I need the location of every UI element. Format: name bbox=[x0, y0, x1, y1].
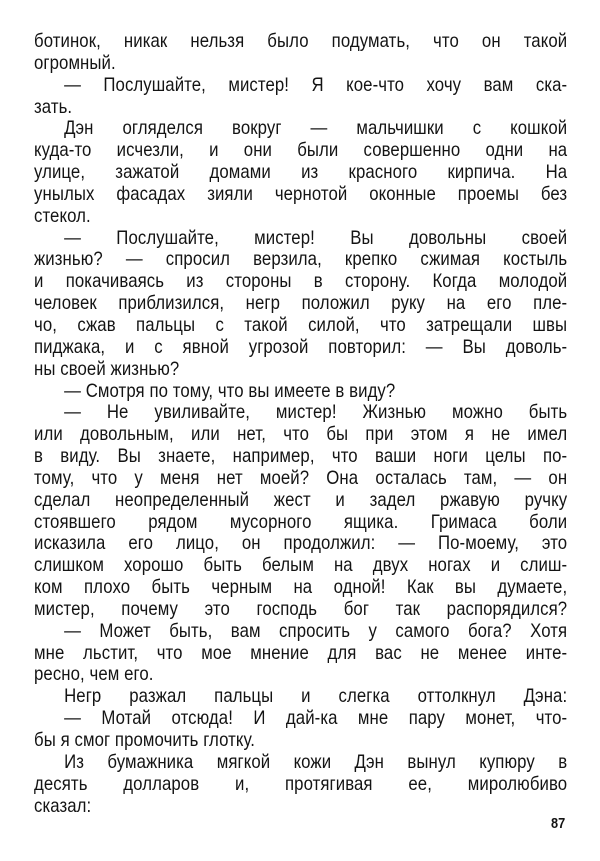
text-line: ком плохо быть черным на одной! Как вы думаете, bbox=[34, 576, 568, 599]
page-text-column bbox=[34, 31, 567, 817]
text-line: в виду. Вы знаете, например, что ваши ноги целы по- bbox=[34, 445, 568, 468]
text-line: человек приблизился, негр положил руку на его пле- bbox=[34, 292, 568, 315]
text-line: мистер, почему это господь бог так распорядился? bbox=[34, 597, 568, 620]
text-line: десять долларов и, протягивая ее, миролюбиво bbox=[34, 772, 568, 795]
text-line: стекол. bbox=[34, 204, 91, 227]
text-line: Из бумажника мягкой кожи Дэн вынул купюру в bbox=[64, 750, 568, 773]
text-line: мне льстит, что мое мнение для вас не менее инте- bbox=[34, 641, 568, 664]
text-line: — Послушайте, мистер! Вы довольны своей bbox=[64, 226, 568, 249]
text-line: тому, что у меня нет моей? Она осталась там, — он bbox=[34, 466, 568, 489]
text-line: унылых фасадах зияли чернотой оконные проемы без bbox=[34, 182, 568, 205]
text-line: стоявшего рядом мусорного ящика. Гримаса боли bbox=[34, 510, 568, 533]
text-line: исказила его лицо, он продолжил: — По-моему, это bbox=[34, 532, 568, 555]
text-line: — Смотря по тому, что вы имеете в виду? bbox=[64, 379, 396, 402]
text-line: зать. bbox=[34, 95, 73, 118]
text-line: пиджака, и с явной угрозой повторил: — Вы доволь- bbox=[34, 335, 568, 358]
text-line: жизнью? — спросил верзила, крепко сжимая костыль bbox=[34, 248, 568, 271]
text-line: чо, сжав пальцы с такой силой, что затрещали швы bbox=[34, 313, 568, 336]
text-line: или довольным, или нет, что бы при этом я не имел bbox=[34, 423, 568, 446]
text-line: бы я смог промочить глотку. bbox=[34, 729, 256, 751]
text-line: — Не увиливайте, мистер! Жизнью можно быть bbox=[64, 401, 568, 424]
text-line: — Может быть, вам спросить у самого бога? Хотя bbox=[64, 619, 568, 642]
text-line: и покачиваясь из стороны в сторону. Когда молодой bbox=[34, 270, 568, 293]
text-line: Дэн огляделся вокруг — мальчишки с кошкой bbox=[64, 117, 568, 140]
text-line: — Послушайте, мистер! Я кое-что хочу вам ска- bbox=[64, 73, 568, 96]
text-line: улице, зажатой домами из красного кирпича. На bbox=[34, 161, 568, 184]
text-line: куда-то исчезли, и они были совершенно одни на bbox=[34, 139, 568, 162]
text-line: ботинок, никак нельзя было подумать, что он такой bbox=[34, 30, 568, 52]
text-line: огромный. bbox=[34, 51, 116, 74]
text-line: Негр разжал пальцы и слегка оттолкнул Дэна: bbox=[64, 685, 568, 708]
text-line: ны своей жизнью? bbox=[34, 357, 180, 380]
text-line: сказал: bbox=[34, 794, 92, 817]
text-line: — Мотай отсюда! И дай-ка мне пару монет, что- bbox=[64, 707, 568, 730]
text-line: ресно, чем его. bbox=[34, 663, 154, 686]
page-number: 87 bbox=[551, 815, 566, 832]
text-line: сделал неопределенный жест и задел ржавую ручку bbox=[34, 488, 568, 511]
text-line: слишком хорошо быть белым на двух ногах и слиш- bbox=[34, 554, 568, 577]
